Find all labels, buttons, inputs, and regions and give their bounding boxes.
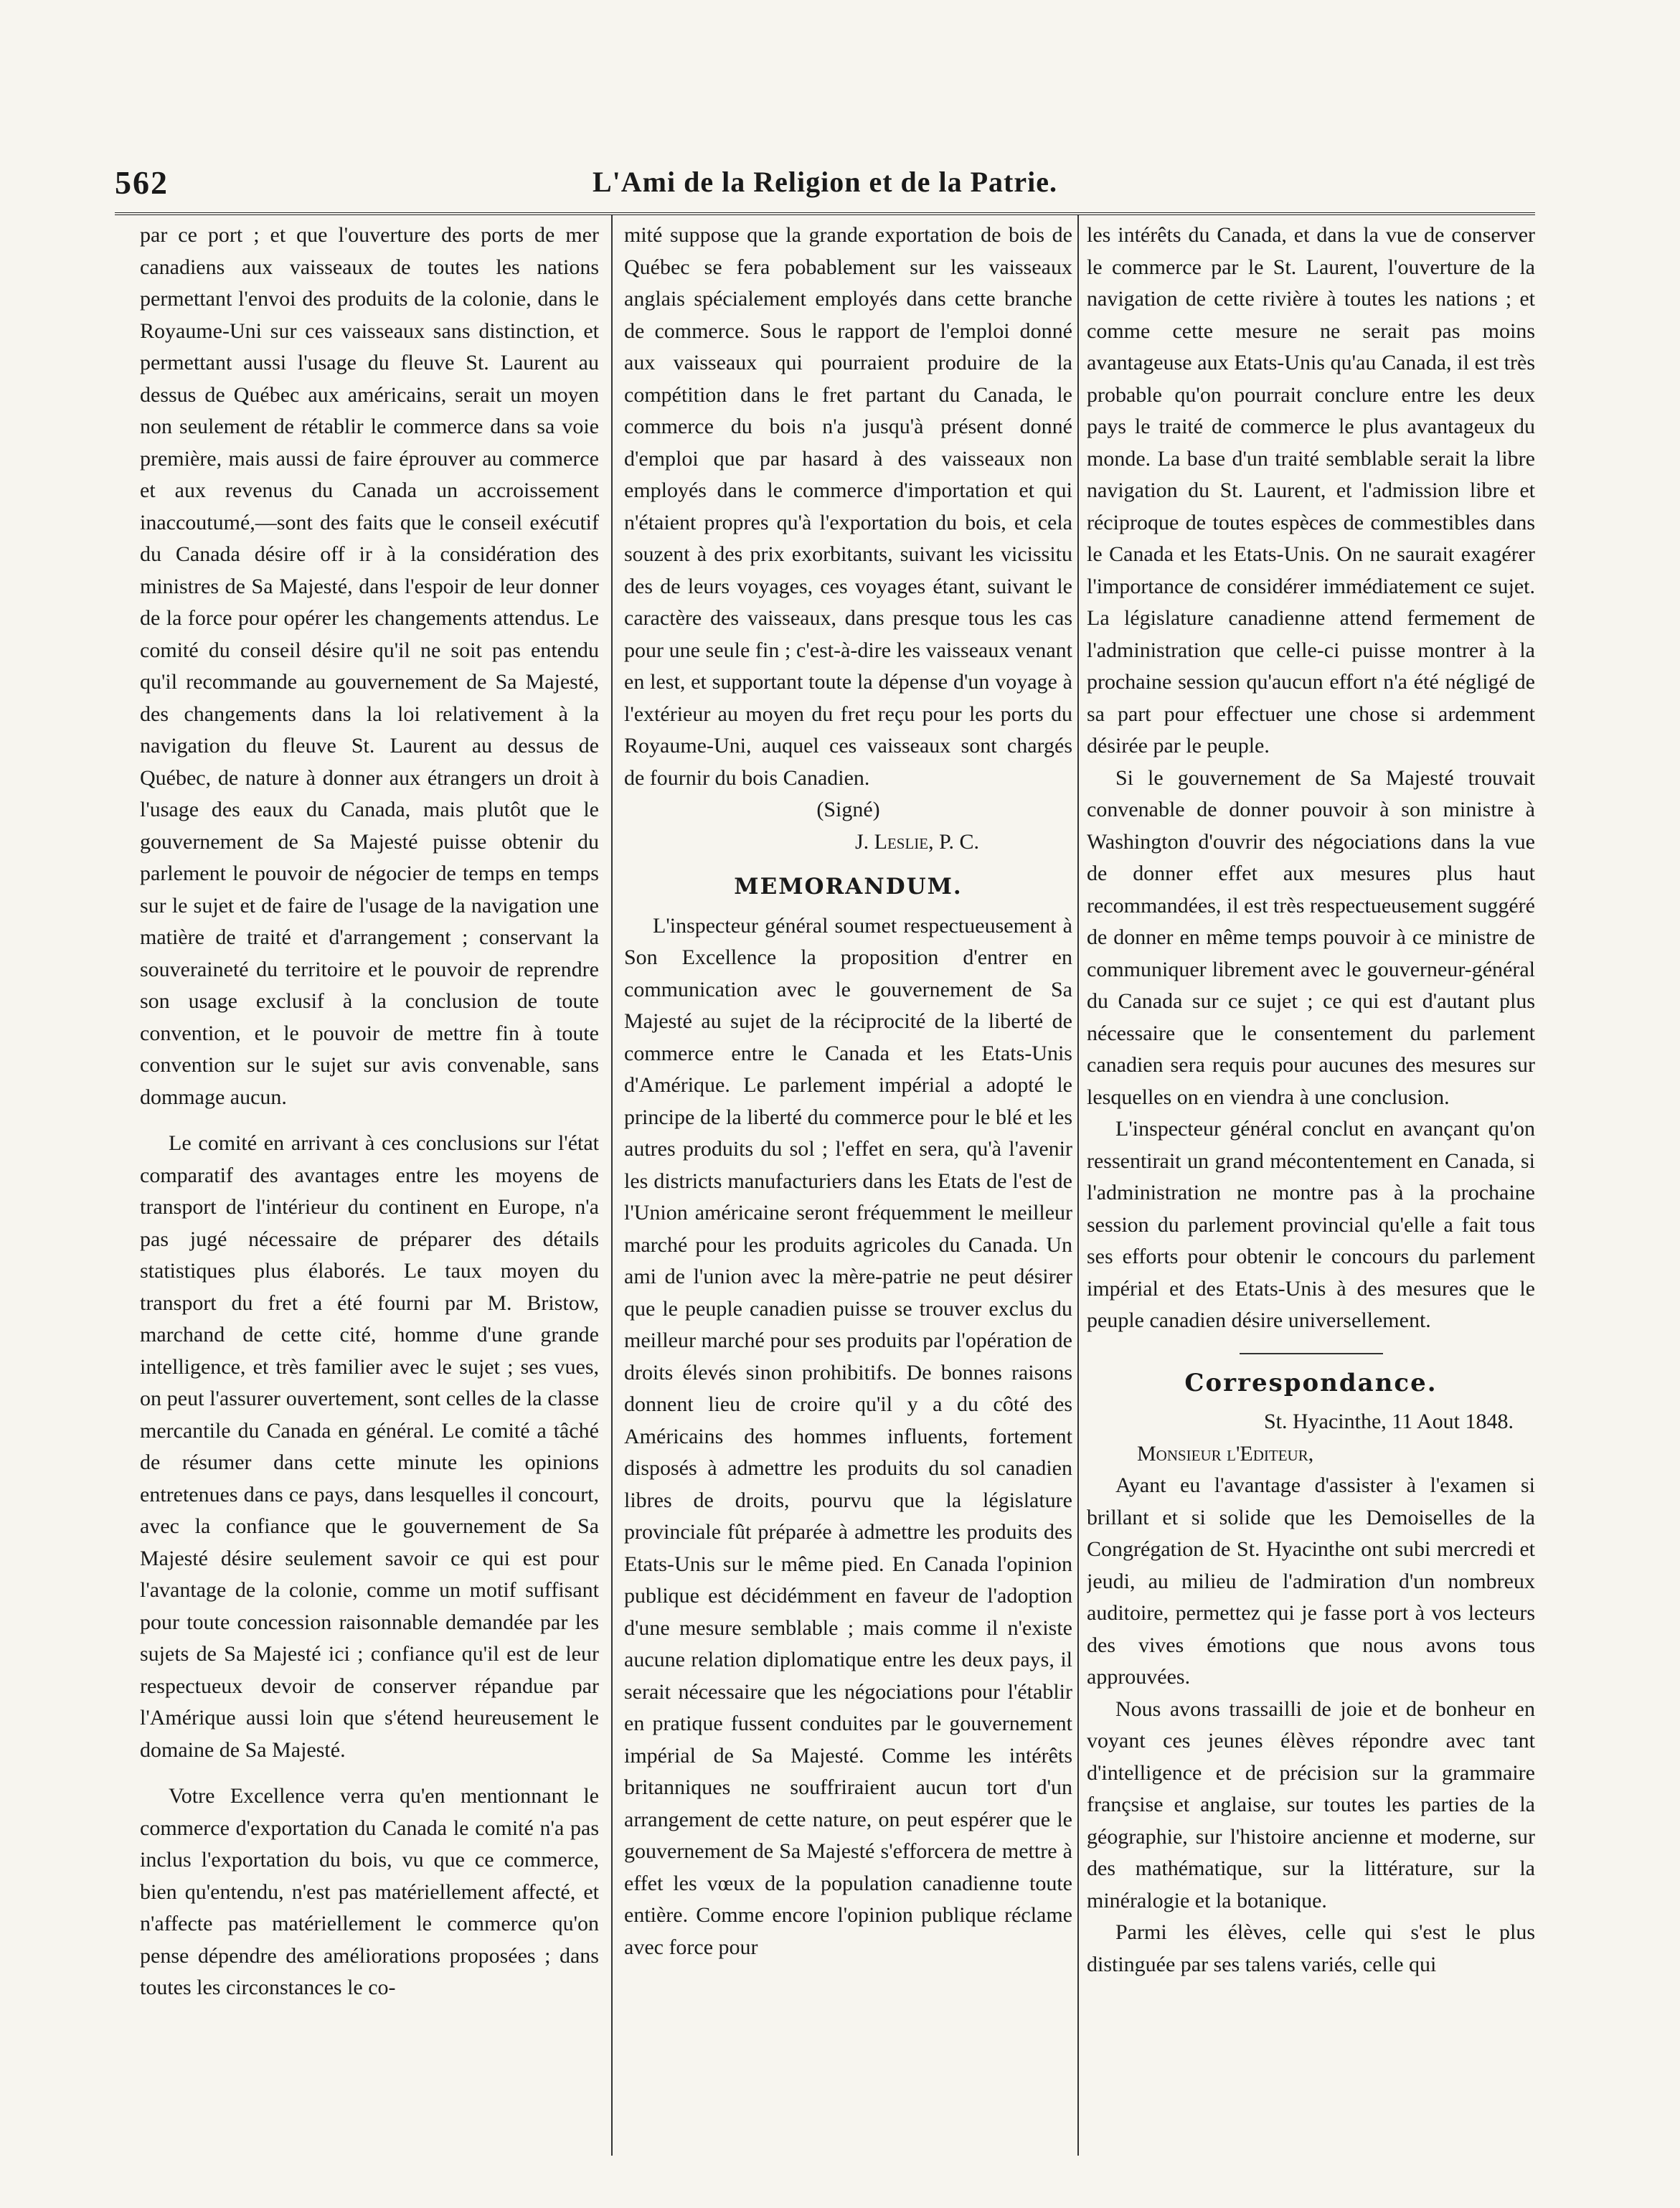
- salutation: Monsieur l'Editeur,: [1137, 1441, 1314, 1466]
- page-number: 562: [115, 164, 169, 201]
- paragraph: L'inspecteur général conclut en avançant qu'on ressentirait un grand mécontentement en Canada, si l'administration ne montre pas à la prochaine session du parlement provincial qu'elle a fait tous ses efforts pour obtenir le concours du parlement impérial et des Etats-Unis à des mesures que le peuple canadien désire universellement.: [1087, 1117, 1535, 1332]
- dateline: St. Hyacinthe, 11 Aout 1848.: [1263, 1410, 1514, 1433]
- paragraph: Parmi les élèves, celle qui s'est le plus distinguée par ses talens variés, celle qui: [1087, 1920, 1535, 1976]
- paragraph: Nous avons trassailli de joie et de bonheur en voyant ces jeunes élèves répondre avec tant d'intelligence et de précision sur la grammaire françsise et anglaise, sur toutes les parties de la géographie, sur l'histoire ancienne et moderne, sur des mathématique, sur la littérature, sur la minéralogie et la botanique.: [1087, 1697, 1535, 1912]
- page-header: [115, 164, 1535, 207]
- paragraph: Votre Excellence verra qu'en mentionnant le commerce d'exportation du Canada le comité n'a pas inclus l'exportation du bois, vu que ce commerce, bien qu'entendu, n'est pas matériellement affecté, et n'affecte pas matériellement le commerce qu'on pense dépendre des améliorations proposées ; dans toutes les circonstances le co-: [140, 1784, 599, 1999]
- paragraph: Le comité en arrivant à ces conclusions sur l'état comparatif des avantages entre les moyens de transport de l'intérieur du continent en Europe, n'a pas jugé nécessaire de préparer des détails statistiques plus élaborés. Le taux moyen du transport du fret a été fourni par M. Bristow, marchand de cette cité, homme d'une grande intelligence, et très familier avec le sujet ; ses vues, on peut l'assurer ouvertement, sont celles de la classe mercantile du Canada en général. Le comité a tâché de résumer dans cette minute les opinions entretenues dans ce pays, dans lesquelles il concourt, avec la confiance que le gouvernement de Sa Majesté désire seulement savoir ce qui est pour l'avantage de la colonie, comme un motif suffisant pour toute concession raisonnable demandée par les sujets de Sa Majesté ici ; confiance qu'il est de leur respectueux devoir de conserver répandue par l'Amérique aussi loin que s'étend heureusement le domaine de Sa Majesté.: [140, 1131, 599, 1762]
- paragraph: Ayant eu l'avantage d'assister à l'examen si brillant et si solide que les Demoiselles de la Congrégation de St. Hyacinthe ont subi mercredi et jeudi, au milieu de l'admiration d'un nombreux auditoire, permettez qui je fasse port à vos lecteurs des vives émotions que nous avons tous approuvées.: [1087, 1473, 1535, 1689]
- column-right: [1087, 220, 1535, 2156]
- signed-label: (Signé): [816, 798, 880, 821]
- signer-name: J. Leslie, P. C.: [854, 829, 979, 854]
- section-rule: [1240, 1353, 1383, 1354]
- paragraph: mité suppose que la grande exportation de bois de Québec se fera pobablement sur les vaisseaux anglais spécialement employés dans cette branche de commerce. Sous le rapport de l'emploi donné aux vaisseaux qui pourraient produire de la compétition dans le fret partant du Canada, le commerce du bois n'a jusqu'à présent donné d'emploi que par hasard à des vaisseaux non employés dans le commerce d'importation et qui n'étaient propres qu'à l'exportation du bois, et cela souzent à des prix exorbitants, suivant les vicissitu des de leurs voyages, ces voyages étant, suivant le caractère des vaisseaux, dans presque tous les cas pour une seule fin ; c'est-à-dire les vaisseaux venant en lest, et supportant toute la dépense d'un voyage à l'extérieur au moyen du fret reçu pour les ports du Royaume-Uni, auquel ces vaisseaux sont chargés de fournir du bois Canadien.: [624, 223, 1072, 790]
- paragraph: par ce port ; et que l'ouverture des ports de mer canadiens aux vaisseaux de toutes les nations permettant l'envoi des produits de la colonie, dans le Royaume-Uni sur ces vaisseaux sans distinction, et permettant aussi l'usage du fleuve St. Laurent au dessus de Québec aux américains, serait un moyen non seulement de rétablir le commerce dans sa voie première, mais aussi de faire éprouver au commerce et aux revenus du Canada un accroissement inaccoutumé,—sont des faits que le conseil exécutif du Canada désire off ir à la considération des ministres de Sa Majesté, dans l'espoir de leur donner de la force pour opérer les changements attendus. Le comité du conseil désire qu'il ne soit pas entendu qu'il recommande au gouvernement de Sa Majesté, des changements dans la loi relativement à la navigation du fleuve St. Laurent au dessus de Québec, de nature à donner aux étrangers un droit à l'usage des eaux du Canada, mais plutôt que le gouvernement de Sa Majesté puisse obtenir du parlement le pouvoir de négocier de temps en temps sur le sujet et de faire de l'usage de la navigation une matière de traité et d'arrangement ; conservant la souveraineté du territoire et le pouvoir de reprendre son usage exclusif à la conclusion de toute convention, et le pouvoir de mettre fin à toute convention sur le sujet sur avis convenable, sans dommage aucun.: [140, 223, 599, 1109]
- running-title: L'Ami de la Religion et de la Patrie.: [592, 166, 1057, 198]
- column-middle: [624, 220, 1072, 2156]
- paragraph: L'inspecteur général soumet respectueusement à Son Excellence la proposition d'entrer en communication avec le gouvernement de Sa Majesté au sujet de la réciprocité de la liberté de commerce entre le Canada et les Etats-Unis d'Amérique. Le parlement impérial a adopté le principe de la liberté du commerce pour le blé et les autres produits du sol ; l'effet en sera, qu'à l'avenir les districts manufacturiers dans les Etats de l'est de l'Union américaine seront fréquemment le meilleur marché pour les produits agricoles du Canada. Un ami de l'union avec la mère-patrie ne peut désirer que le peuple canadien puisse se trouver exclus du meilleur marché pour ses produits par l'opération de droits élevés sinon prohibitifs. De bonnes raisons donnent lieu de croire qu'il y a du côté des Américains des hommes influents, fortement disposés à admettre les produits du sol canadien libres de droits, pourvu que la législature provinciale fût préparée à admettre les produits des Etats-Unis sur le même pied. En Canada l'opinion publique est décidémment en faveur de l'adoption d'une mesure semblable ; mais comme il n'existe aucune relation diplomatique entre les deux pays, il serait nécessaire que les négociations pour l'établir en pratique fussent conduites par le gouvernement impérial de Sa Majesté. Comme les intérêts britanniques ne souffriraient aucun tort d'un arrangement de cette nature, on peut espérer que le gouvernement de Sa Majesté s'efforcera de mettre à effet les vœux de la population canadienne toute entière. Comme encore l'opinion publique réclame avec force pour: [624, 913, 1072, 1959]
- column-divider-2: [1077, 215, 1079, 2156]
- memorandum-heading: MEMORANDUM.: [734, 874, 963, 900]
- header-rule: [115, 212, 1535, 215]
- paragraph: Si le gouvernement de Sa Majesté trouvait convenable de donner pouvoir à son ministre à Washington d'ouvrir des négociations dans la vue de donner effet aux mesures plus haut recommandées, il est très respectueusement suggéré de donner en même temps pouvoir à ce ministre de communiquer librement avec le gouverneur-général du Canada sur ce sujet ; ce qui est d'autant plus nécessaire que le consentement du parlement canadien sera requis pour aucunes des mesures sur lesquelles on en viendra à une conclusion.: [1087, 765, 1535, 1109]
- column-divider-1: [611, 215, 613, 2156]
- column-left: [140, 220, 599, 2156]
- correspondance-heading: Correspondance.: [1184, 1368, 1438, 1397]
- paragraph: les intérêts du Canada, et dans la vue de conserver le commerce par le St. Laurent, l'ouverture de la navigation de cette rivière à toutes les nations ; et comme cette mesure ne serait pas moins avantageuse aux Etats-Unis qu'au Canada, il est très probable qu'on pourrait conclure entre les deux pays le traité de commerce le plus avantageux du monde. La base d'un traité semblable serait la libre navigation du St. Laurent, et l'admission libre et réciproque de toutes espèces de commestibles dans le Canada et les Etats-Unis. On ne saurait exagérer l'importance de considérer immédiatement ce sujet. La législature canadienne attend fermement de l'administration que celle-ci puisse montrer à la prochaine session qu'aucun effort n'a été négligé de sa part pour effectuer une chose si ardemment désirée par le peuple.: [1087, 223, 1535, 758]
